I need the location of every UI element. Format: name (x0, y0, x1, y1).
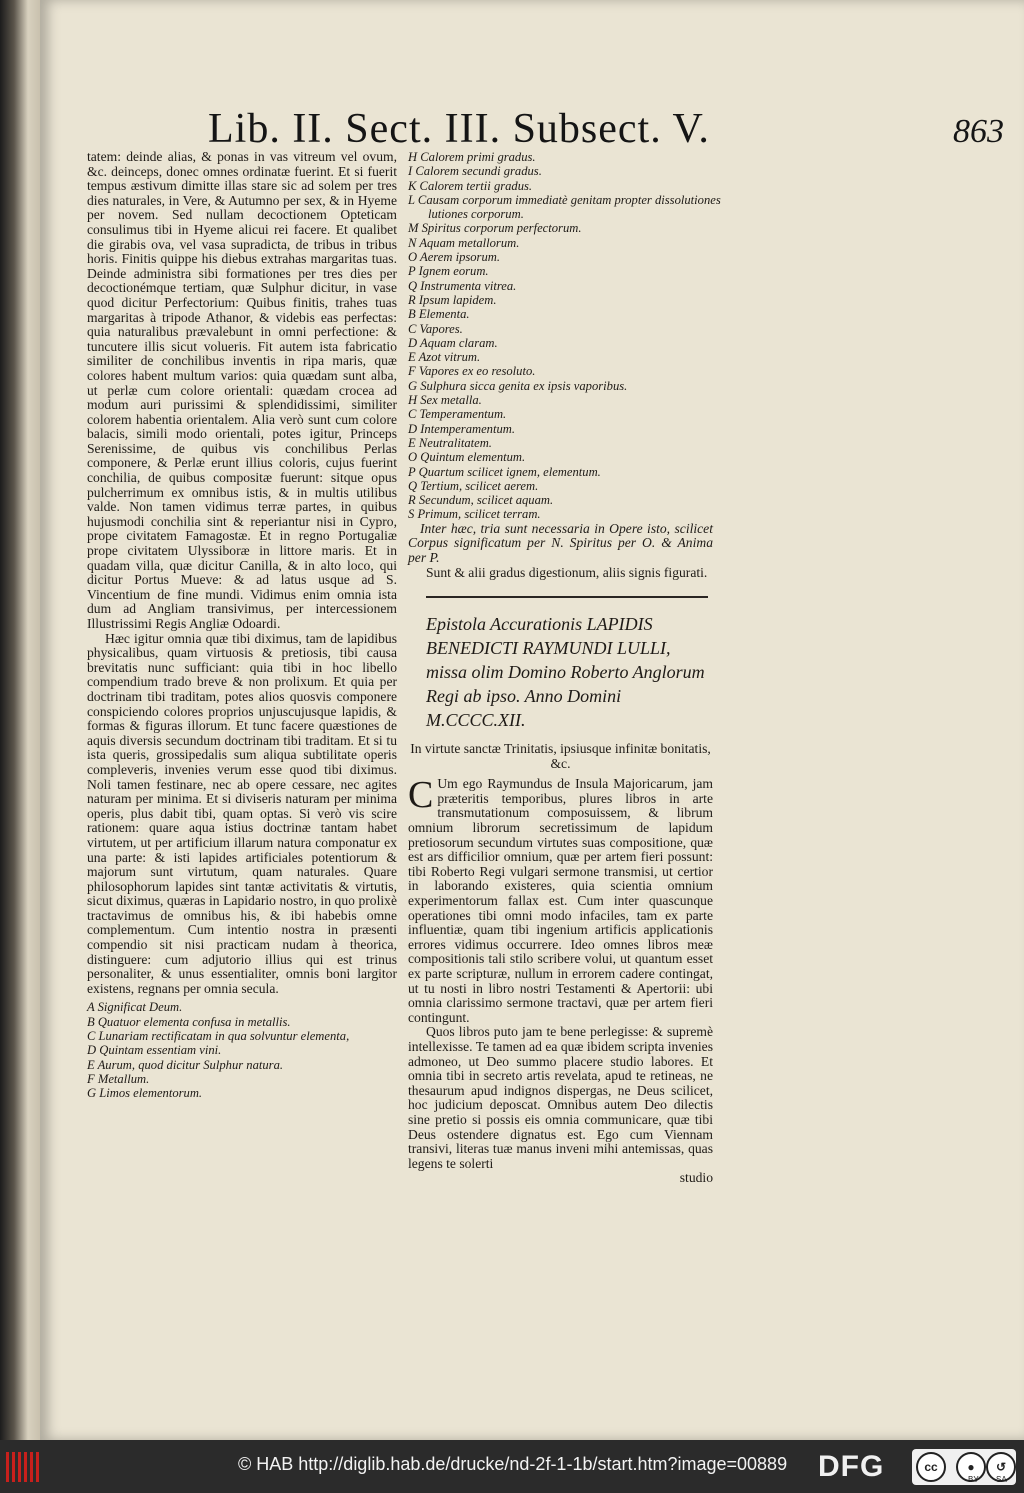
legend-line: Q Instrumenta vitrea. (408, 278, 517, 293)
legend-line: G Limos elementorum. (87, 1086, 203, 1101)
legend-line: H Calorem primi gradus. (408, 150, 536, 164)
legend-line: lutiones corporum. (428, 207, 524, 222)
book-spine (0, 0, 40, 1440)
running-title: Lib. II. Sect. III. Subsect. V. (208, 106, 710, 152)
legend-line: C Vapores. (408, 321, 463, 336)
legend-line: E Aurum, quod dicitur Sulphur natura. (87, 1057, 284, 1072)
legend-line: B Elementa. (408, 307, 470, 322)
dfg-logo: DFG (818, 1450, 885, 1483)
legend-line: R Secundum, scilicet aquam. (408, 493, 554, 508)
legend-line: R Ipsum lapidem. (408, 292, 497, 307)
legend-line: D Aquam claram. (408, 335, 498, 350)
legend-line: O Aerem ipsorum. (408, 250, 500, 265)
left-paragraph-2: Hæc igitur omnia quæ tibi diximus, tam de lapidibus physicalibus, quam virtuosis & pretiosis, tibi causa brevitatis nunc sufficiant: quia tibi in hoc libello compendium trado breve & non prolixum. Et quia per doctrinam tibi traditam, potes alios quosvis componere conspiciendo colores proprios unjuscujusque lapidis, & formas & figuras illorum. Et tunc facere quæstiones de aquis diversis secundum doctrinam tibi traditam. Et si tu ista queris, grossipedalis sum aliqua subtilitate operis compleveris, invenies verum esse quod tibi diximus. Noli tamen festinare, nec ab opere cessare, nec agites naturam per minima. Et si diviseris naturam per minima operis, plus dabit tibi, quam optas. Si verò vis scire rationem: quare aqua istius doctrinæ tantam habet virtutem, ut per artificium illarum natura componatur ex una parte: & isti lapides artificiales potentiorum & majorum sunt virtutum, quam naturales. Quare philosophorum lapides sint tantæ activitatis & virtutis, sicut diximus, quæras in Lapidario nostro, in quo prolixè tractavimus de omnibus his, & ibi habebis omne complementum. Cum intentio nostra in præsenti compendio sit nisi practicam nudam à theorica, distinguere: cum adjutorio illius qui est trinus personaliter, & unus essentialiter, omnis boni largitor existens, regnans per omnia secula. (87, 630, 397, 996)
legend-line: C Temperamentum. (408, 407, 507, 422)
epistle-body-1 (408, 774, 713, 1025)
legend-line: D Intemperamentum. (408, 421, 516, 436)
left-legend (87, 1000, 397, 1100)
legend-line: E Neutralitatem. (408, 435, 492, 450)
legend-line: K Calorem tertii gradus. (408, 178, 533, 193)
legend-line: H Sex metalla. (408, 393, 482, 408)
legend-line: F Vapores ex eo resoluto. (408, 364, 536, 379)
legend-line: L Causam corporum immediatè genitam propter dissolutiones (408, 192, 721, 207)
share-alike-icon: ↺ (986, 1452, 1016, 1482)
legend-line: A Significat Deum. (87, 1000, 183, 1015)
legend-line: D Quintam essentiam vini. (87, 1043, 222, 1058)
legend-line: Q Tertium, scilicet aerem. (408, 478, 539, 493)
epistle-body-2: Quos libros puto jam te bene perlegisse: & supremè intellexisse. Te tamen ad ea quæ ibidem scripta invenies admoneo, ut Deo summo placere studio labores. Et omnia tibi in secreto artis revelata, apud te retineas, ne thesaurum apud indignos dispergas, ne Deus scilicet, hoc judicium deposcat. Omnibus autem Deo dilectis sine pretio si possis eis omnia communicare, quæ tibi Deus ostendere dignatus est. Ego cum Viennam transivi, literas tuæ manus inveni mihi antemissas, quas legens te solerti (408, 1024, 713, 1171)
copyright-link[interactable]: © HAB http://diglib.hab.de/drucke/nd-2f-1-1b/start.htm?image=00889 (238, 1454, 788, 1474)
legend-line: P Ignem eorum. (408, 264, 489, 279)
drop-cap: C (408, 774, 434, 817)
left-column (87, 150, 397, 1101)
page-number: 863 (953, 113, 1004, 150)
legend-line: B Quatuor elementa confusa in metallis. (87, 1014, 291, 1029)
right-legend (408, 150, 721, 522)
left-paragraph-1: tatem: deinde alias, & ponas in vas vitreum vel ovum, &c. deinceps, donec omnes ordinatæ fuerint. Et si fuerit tempus æstivum dimitte illas stare sic ad solem per tres dies naturales, in Vere, & Autumno per sex, & in Hyeme per novem. Sed nullam decoctionem Opteticam consulimus tibi in Hyeme alicui rei facere. Et qualibet die girabis ova, vel vasa supradicta, de tribus in tribus horis. Finitis quippe his diebus extrahas margaritas tuas. Deinde administra sibi formationes per tres dies per decoctionémque tertiam, quæ Sulphur dicitur, in vase quod dicitur Perfectorium: Quibus finitis, trahes tuas margaritas à tripode Athanor, & videbis eas perfectas: quia naturalibus prævalebunt in omni perfectione: & tuncutere illis sicut volueris. Fit autem ista fabricatio similiter de conchilibus inventis in ripa maris, quæ colores habent multum varios: quia quædam sunt alba, ut perlæ cum colore orientali: quædam crocea ad modum auri purissimi & splendidissimi, similiter colorem habentia orientalem. Alia verò sunt cum colore balacis, simili modo orientali, potes igitur, Princeps Serenissime, de quibus vis conchilibus Perlas componere, & Perlæ erunt illius coloris, cujus fuerint conchilia, de quibus compositæ fuerunt: sitque opus pulcherrimum ex omnibus istis, & in multis utilibus valde. Non tamen vidimus terræ partes, in quibus hujusmodi conchilia sint & reperiantur nisi in Cypro, prope civitatem Famagostæ. Et in regno Portugaliæ prope civitatem Ulyssiboræ in littore maris. Et in quadam villa, quæ dicitur Canilla, & in alto loco, qui dicitur Portus Mueve: & ad latus usque ad S. Vincentium de fine mundi. Vidimus enim omnia ista dum ad Angliam transivimus, per intercessionem Illustrissimi Regis Angliæ Odoardi. (87, 149, 397, 631)
legend-line: I Calorem secundi gradus. (408, 164, 542, 179)
epistle-incipit: In virtute sanctæ Trinitatis, ipsiusque infinitæ bonitatis, &c. (410, 741, 711, 771)
sunt-note: Sunt & alii gradus digestionum, aliis signis figurati. (426, 564, 708, 580)
epistle-title: Epistola Accurationis LAPIDIS BENEDICTI RAYMUNDI LULLI, missa olim Domino Roberto Anglorum Regi ab ipso. Anno Domini M.CCCC.XII. (426, 614, 705, 731)
right-column (408, 150, 721, 1186)
legend-line: G Sulphura sicca genita ex ipsis vaporibus. (408, 378, 628, 393)
legend-line: C Lunariam rectificatam in qua solvuntur elementa, (87, 1029, 350, 1044)
legend-line: S Primum, scilicet terram. (408, 507, 541, 522)
legend-line: P Quartum scilicet ignem, elementum. (408, 464, 601, 479)
section-divider (426, 596, 708, 598)
legend-line: O Quintum elementum. (408, 450, 526, 465)
legend-line: F Metallum. (87, 1071, 150, 1086)
epistle-body-1-text: Um ego Raymundus de Insula Majoricarum, jam præteritis temporibus, plures libros in arte transmutationum composuissem, & librum omnium librorum secretissimum de lapidum pretiosorum secundum virtutes suas compositione, quæ est ars difficilior omnium, quæ per artem fieri possunt: tibi Roberto Regi vulgari sermone transmisi, ut certior in laborando existeres, quia scientia omnium experimentorum fallax est. Cum inter quascunque operationes tibi omni modo infaciles, tam ex parte influentiæ, quam tibi ingenium artificis applicationis errores vidimus occurrere. Ideo omnes libros meæ compositionis tali stilo scribere volui, ut quantum esset ex parte scripturæ, nullum in errorem cadere contingat, ut tu nosti in libro nostri Testamenti & Apertorii: ubi omnia clarissimo sermone tractavi, quæ per artem fieri contingunt. (408, 776, 713, 1025)
cc-license-badge[interactable] (912, 1449, 1016, 1485)
sa-label: SA (996, 1475, 1007, 1484)
page-header (208, 105, 1004, 153)
by-person-icon: ● (956, 1452, 986, 1482)
inter-note: Inter hæc, tria sunt necessaria in Opere isto, scilicet Corpus significatum per N. Spiritus per O. & Anima per P. (408, 520, 713, 565)
legend-line: E Azot vitrum. (408, 350, 481, 365)
hab-logo-icon (6, 1452, 40, 1482)
legend-line: N Aquam metallorum. (408, 235, 520, 250)
catchword: studio (679, 1170, 713, 1186)
legend-line: M Spiritus corporum perfectorum. (408, 221, 582, 236)
cc-icon: cc (916, 1452, 946, 1482)
by-label: BY (968, 1475, 979, 1484)
